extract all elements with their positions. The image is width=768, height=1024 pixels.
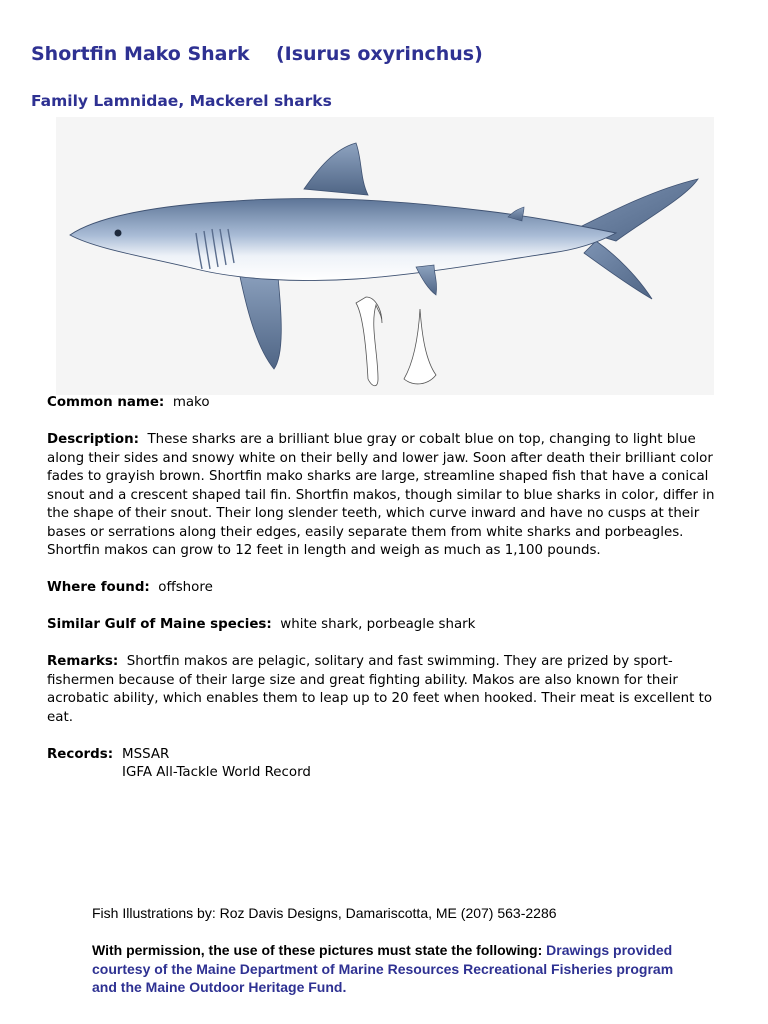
records-field [47, 746, 722, 783]
family-subtitle: Family Lamnidae, Mackerel sharks [31, 92, 332, 110]
remarks-field [47, 653, 722, 727]
remarks-label: Remarks: [47, 654, 119, 669]
records-label: Records: [47, 746, 114, 762]
similar-species-field [47, 616, 722, 635]
similar-species-value: white shark, porbeagle shark [280, 617, 476, 632]
footer [92, 904, 692, 997]
record-item: MSSAR [122, 746, 170, 762]
permission-text: Drawings provided courtesy of the Maine Department of Marine Resources Recreational Fisheries program and the Maine Outdoor Heritage Fund. [92, 942, 674, 995]
record-item: IGFA All-Tackle World Record [122, 765, 311, 780]
illustration-credit: Fish Illustrations by: Roz Davis Designs, Damariscotta, ME (207) 563-2286 [92, 905, 557, 921]
where-found-field [47, 579, 722, 598]
permission-notice [92, 941, 692, 997]
description-field [47, 431, 722, 561]
where-found-value: offshore [158, 580, 213, 595]
description-body [47, 394, 722, 783]
remarks-value: Shortfin makos are pelagic, solitary and fast swimming. They are prized by sport-fishermen because of their large size and great fighting ability. Makos are also known for their acrobatic ability, which enables them to leap up to 20 feet when hooked. Their meat is excellent to eat. [47, 654, 713, 725]
permission-label: With permission, the use of these pictures must state the following: [92, 942, 543, 958]
common-name-label: Common name: [47, 395, 165, 410]
records-values [122, 746, 311, 783]
shark-illustration [56, 117, 714, 395]
description-value: These sharks are a brilliant blue gray or cobalt blue on top, changing to light blue along their sides and snowy white on their belly and lower jaw. Soon after death their brilliant color fades to grayish brown. Shortfin mako sharks are large, streamline shaped fish that have a conical snout and a crescent shaped tail fin. Shortfin makos, though similar to blue sharks in color, differ in the shape of their snout. Their long slender teeth, which curve inward and have no cusps at their bases or serrations along their edges, easily separate them from white sharks and porbeagles. Shortfin makos can grow to 12 feet in length and weigh as much as 1,100 pounds. [47, 432, 715, 558]
description-label: Description: [47, 432, 139, 447]
where-found-label: Where found: [47, 580, 150, 595]
similar-species-label: Similar Gulf of Maine species: [47, 617, 272, 632]
common-name-field [47, 394, 722, 413]
page-title: Shortfin Mako Shark (Isurus oxyrinchus) [31, 43, 483, 65]
common-name-value: mako [172, 395, 210, 410]
